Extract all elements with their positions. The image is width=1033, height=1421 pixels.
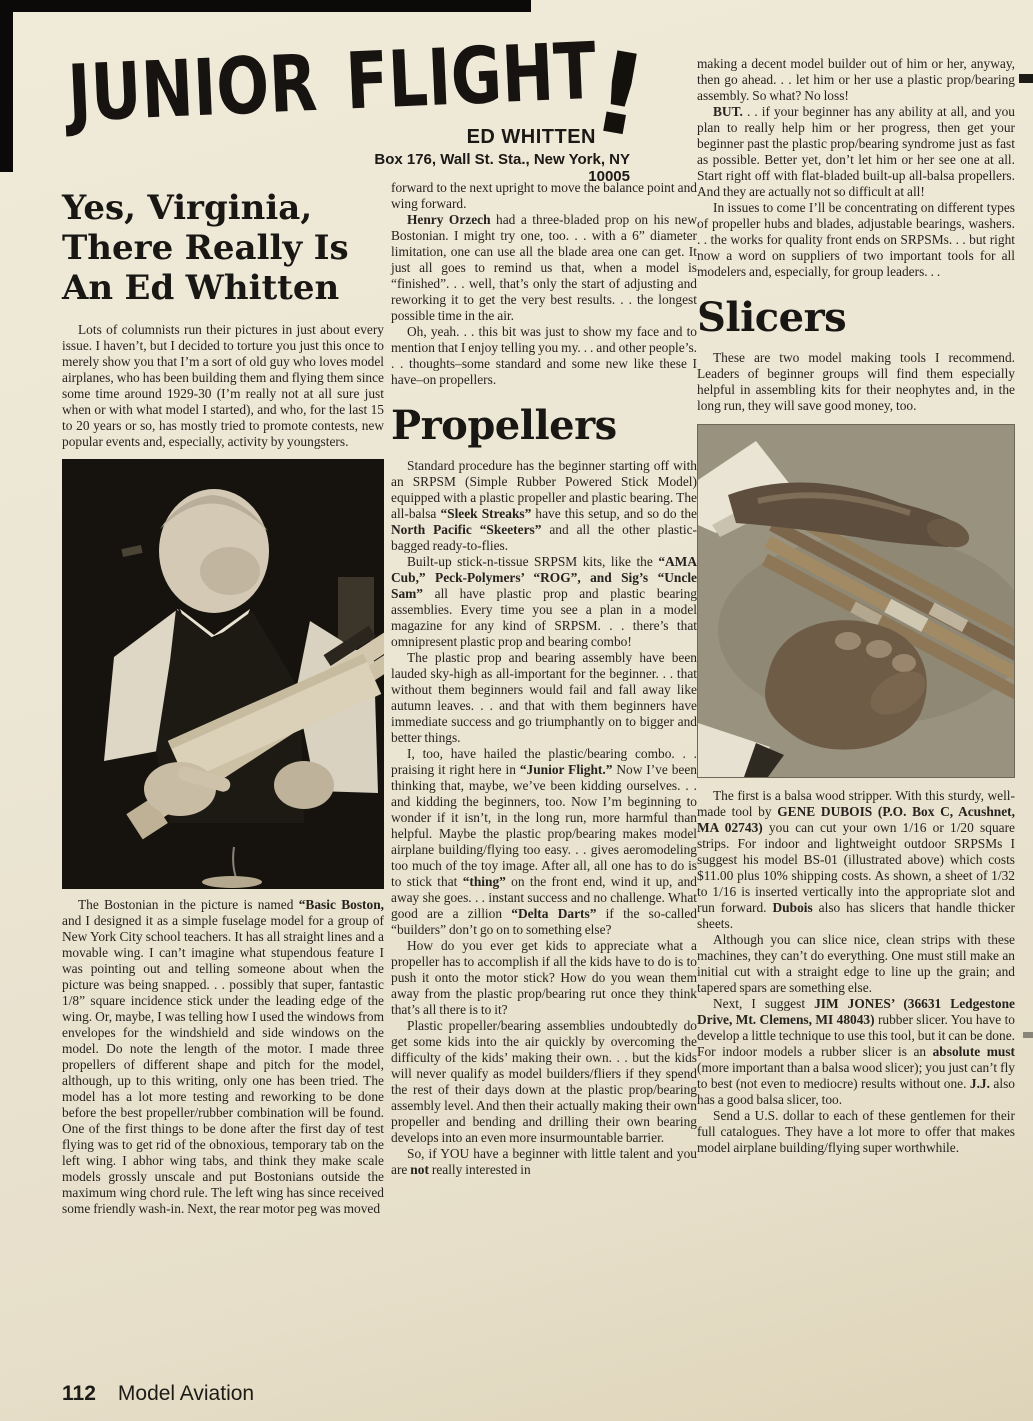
body-text: have this setup, and so do the	[531, 506, 698, 521]
author-byline: ED WHITTEN	[466, 126, 596, 148]
right-column	[697, 56, 1015, 1156]
paragraph	[697, 996, 1015, 1108]
body-text: I, too, have hailed the plastic/bearing combo. . . praising it right here in	[391, 746, 697, 777]
body-text: all have plastic prop and plastic bearing assemblies. Every time you see a plan in a model magazine for any kind of SRPSM. . . there’s that omnipresent plastic prop and bearing combo!	[391, 586, 697, 649]
bold-text: JIM JONES’ (36631 Ledgestone Drive, Mt. Clemens, MI 48043)	[697, 996, 1015, 1027]
body-text: . . if your beginner has any ability at all, and you plan to really help him or her progress, then get your beginner past the plastic prop/bearing syndrome just as fast as possible. Better yet, don’t let him or her see one at all. Start right off with flat-bladed built-up all-balsa propellers. And they are actually not so difficult at all!	[697, 104, 1015, 199]
body-text: Although you can slice nice, clean strips with these machines, they can’t do everything. One must still make an initial cut with a straight edge to line up the grain; and tapered spars are something else.	[697, 932, 1015, 995]
body-text: So, if YOU have a beginner with little talent and you are	[391, 1146, 697, 1177]
body-text: (more important than a balsa wood slicer); you just can’t fly to best (not even to mediocre) results without one.	[697, 1060, 1015, 1091]
bold-text: not	[410, 1162, 429, 1177]
column-title	[66, 24, 671, 140]
bold-text: Dubois	[772, 900, 813, 915]
paragraph	[697, 788, 1015, 932]
bold-text: North Pacific “Skeeters”	[391, 522, 542, 537]
body-text: also has slicers that handle thicker sheets.	[697, 900, 1016, 931]
paragraph	[391, 458, 697, 554]
balsa-stripper-photo	[697, 424, 1015, 778]
title-exclamation: !	[583, 26, 656, 164]
page-number: 112	[62, 1382, 96, 1405]
body-text: also has a good balsa slicer, too.	[697, 1076, 1015, 1107]
heading-line: Yes, Virginia,	[62, 188, 313, 228]
bold-text: “Basic Boston,	[298, 897, 384, 912]
paragraph	[697, 350, 1015, 414]
paragraph	[697, 56, 1015, 104]
bold-text: GENE DUBOIS (P.O. Box C, Acushnet, MA 02743)	[697, 804, 1015, 835]
body-text: How do you ever get kids to appreciate what a propeller has to accomplish if all the kids have to do is to push it onto the motor stick? How do you wean them away from the plastic prop/bearing rut once they think that’s all there is to it?	[391, 938, 697, 1017]
paragraph	[391, 212, 697, 324]
author-address: Box 176, Wall St. Sta., New York, NY 10005	[374, 151, 630, 185]
right-top-paragraphs	[697, 56, 1015, 280]
paragraph	[391, 938, 697, 1018]
page-footer	[62, 1382, 254, 1406]
paragraph	[391, 650, 697, 746]
ed-whitten-portrait-photo	[62, 459, 384, 889]
paragraph	[391, 180, 697, 212]
body-text: Plastic propeller/bearing assemblies undoubtedly do get some kids into the air quickly by overcoming the difficulty of the kids’ making their own. . . but the kids will never qualify as model builders/fliers if they spend the rest of their days down at the plastic prop/bearing assembly level. And then their actually making their own propeller and bending and drilling their own bearing develops into an even more insurmountable barrier.	[391, 1018, 697, 1145]
left-column	[62, 188, 384, 1217]
body-text: Now I’ve been thinking that, maybe, we’ve been kidding ourselves. . . and kidding the beginners, too. Now I’m beginning to wonder if it isn’t, in the long run, more harmful than helpful. Maybe the plastic prop/bearing makes model airplane building/flying too easy. . . gives aeromodeling too much of the toy image. After all, all one has to do is to stick that	[391, 762, 697, 889]
body-text: These are two model making tools I recommend. Leaders of beginner groups will find them especially helpful in assembling kits for their neophytes and, in the long run, they will save good money, too.	[697, 350, 1015, 413]
middle-column	[391, 180, 697, 1178]
body-text: and all the other plastic-bagged ready-to-flies.	[391, 522, 697, 553]
propellers-heading: Propellers	[391, 402, 617, 449]
heading-line: There Really Is	[62, 228, 349, 268]
body-text: Built-up stick-n-tissue SRPSM kits, like the	[407, 554, 659, 569]
bold-text: “AMA Cub,” Peck-Polymers’ “ROG”, and Sig’s “Uncle Sam”	[391, 554, 697, 601]
paragraph	[62, 897, 384, 1217]
paragraph	[391, 554, 697, 650]
body-text: Oh, yeah. . . this bit was just to show my face and to mention that I enjoy telling you my. . . and other people’s. . . thoughts–some standard and some new like these I have–on propellers.	[391, 324, 698, 387]
slicers-heading: Slicers	[697, 294, 847, 341]
bold-text: “Delta Darts”	[511, 906, 597, 921]
body-text: Send a U.S. dollar to each of these gentlemen for their full catalogues. They have a lot more to offer that makes model airplane building/flying super worthwhile.	[697, 1108, 1015, 1155]
body-text: and I designed it as a simple fuselage model for a group of New York City school teachers. It has all straight lines and a movable wing. I can’t imagine what stupendous feature I was pointing out and telling someone about when the picture was being snapped. . . possibly that super, fantastic 1/8” square incidence stick under the leading edge of the wing. Or, maybe, I was telling how I used the windows from envelopes for the windshield and side windows on the model. Do note the length of the motor. I made three propellers of different shape and pitch for the model, although, up to this writing, only one has been tried. The model has a lot more testing and reworking to be done before the best propeller/rubber combination will be found. One of the first things to be done after the first day of test flying was to get rid of the obnoxious, temporary tab on the left wing. I abhor wing tabs, and think they make scale models grossly unscale and put Bostonians outside the maximum wing chord rule. The left wing has since received some friendly wash-in. Next, the rear motor peg was moved	[62, 913, 384, 1216]
article-heading	[62, 188, 384, 308]
paragraph	[391, 1018, 697, 1146]
paragraph	[62, 322, 384, 450]
title-word: FLIGHT	[343, 26, 598, 129]
scan-edge-top	[0, 0, 531, 12]
body-text: Standard procedure has the beginner starting off with an SRPSM (Simple Rubber Powered Stick Model) equipped with a plastic propeller and plastic bearing. The all-balsa	[391, 458, 697, 521]
paragraph	[391, 324, 697, 388]
paragraph	[391, 1146, 697, 1178]
paragraph	[697, 932, 1015, 996]
bold-text: “Junior Flight.”	[519, 762, 613, 777]
body-text: The Bostonian in the picture is named	[78, 897, 299, 912]
right-body-paragraphs	[697, 788, 1015, 1156]
title-word: JUNIOR	[66, 39, 319, 141]
scan-mark	[1019, 74, 1033, 83]
body-text: Next, I suggest	[713, 996, 815, 1011]
body-text: The plastic prop and bearing assembly have been lauded sky-high as all-important for the beginner. . . that without them beginners would fail and fall away like autumn leaves. . . and that with them beginners have immediate success and go triumphantly on to bigger and better things.	[391, 650, 697, 745]
propeller	[202, 876, 262, 888]
paragraph	[391, 746, 697, 938]
bold-text: J.J.	[969, 1076, 990, 1091]
scan-edge-left	[0, 0, 13, 172]
bold-text: “thing”	[462, 874, 506, 889]
body-text: forward to the next upright to move the balance point and wing forward.	[391, 180, 697, 211]
holding-hand	[274, 761, 334, 809]
body-text: rubber slicer. You have to develop a little technique to use this tool, but it can be done. For indoor models a rubber slicer is an	[697, 1012, 1015, 1059]
right-lead-paragraphs	[697, 350, 1015, 414]
left-body-paragraphs	[62, 897, 384, 1217]
body-text: The first is a balsa wood stripper. With this sturdy, well-made tool by	[697, 788, 1015, 819]
body-text: on the front end, wind it up, and away she goes. . . instant success and no challenge. What good are a zillion	[391, 874, 697, 921]
scan-mark	[1023, 1032, 1033, 1038]
middle-body-paragraphs	[391, 458, 697, 1178]
heading-line: An Ed Whitten	[62, 268, 340, 308]
body-text: you can cut your own 1/16 or 1/20 square strips. For indoor and lightweight outdoor SRPSMs I suggest his model BS-01 (illustrated above) which costs $11.00 plus 10% shipping costs. As shown, a sheet of 1/32 to 1/16 is inserted vertically into the appropriate slot and run forward.	[697, 820, 1015, 915]
magazine-name: Model Aviation	[117, 1382, 255, 1405]
paragraph	[697, 104, 1015, 200]
bold-text: “Sleek Streaks”	[440, 506, 532, 521]
body-text: had a three-bladed prop on his new Bostonian. I might try one, too. . . with a 6” diameter limitation, one can use all the blade area one can get. It just all goes to remind us that, when a model is “finished”. . . well, that’s only the start of adjusting and reworking it to get the very best results. . . the longest possible time in the air.	[391, 212, 697, 323]
middle-top-paragraphs	[391, 180, 697, 388]
bold-text: Henry Orzech	[407, 212, 491, 227]
body-text: making a decent model builder out of him or her, anyway, then go ahead. . . let him or her use a plastic prop/bearing assembly. So what? No loss!	[697, 56, 1015, 103]
left-intro-paragraphs	[62, 322, 384, 450]
paragraph	[697, 1108, 1015, 1156]
body-text: really interested in	[428, 1162, 531, 1177]
bold-text: absolute must	[932, 1044, 1015, 1059]
paragraph	[697, 200, 1015, 280]
body-text: Lots of columnists run their pictures in just about every issue. I haven’t, but I decided to torture you just this once to merely show you that I’m a sort of old guy who loves model airplanes, who has been building them and flying them since some time around 1929-30 (I’m really not at all sure just when or with what model I started), and who, for the last 15 to 20 years or so, has mostly tried to promote contests, new popular events and, especially, activity by youngsters.	[62, 322, 384, 449]
bold-text: BUT.	[713, 104, 743, 119]
body-text: if the so-called “builders” don’t go on to something else?	[391, 906, 698, 937]
body-text: In issues to come I’ll be concentrating on different types of propeller hubs and blades, adjustable bearings, washers. . . the works for quality front ends on SRPSMs. . . but right now a word on suppliers of two important tools for all modelers and, especially, for group leaders. . .	[697, 200, 1015, 279]
